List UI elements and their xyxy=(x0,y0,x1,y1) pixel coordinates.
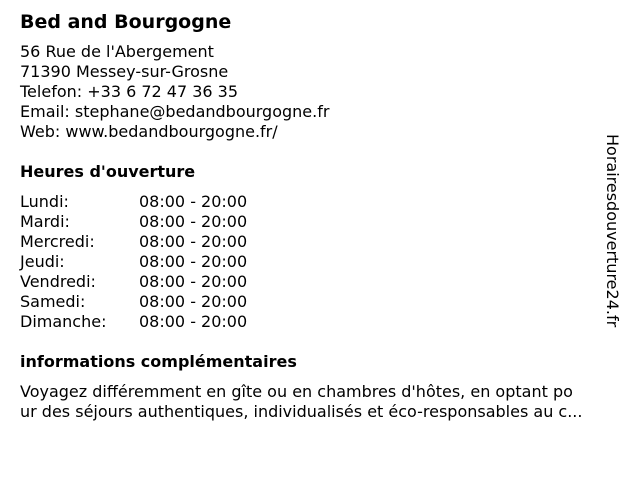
hours-row xyxy=(20,192,620,212)
day-label: Samedi: xyxy=(20,292,86,311)
hours-row xyxy=(20,312,620,332)
day-label: Vendredi: xyxy=(20,272,96,291)
description-text xyxy=(20,382,632,422)
site-watermark: Horairesdouverture24.fr xyxy=(603,134,622,328)
hours-row xyxy=(20,212,620,232)
address-line-2: 71390 Messey-sur-Grosne xyxy=(20,62,229,81)
phone-number[interactable]: Telefon: +33 6 72 47 36 35 xyxy=(20,82,239,101)
hours-row xyxy=(20,292,620,312)
description-line-1: Voyagez différemment en gîte ou en chambres d'hôtes, en optant po xyxy=(20,382,573,401)
email-address[interactable]: Email: stephane@bedandbourgogne.fr xyxy=(20,102,330,121)
time-range: 08:00 - 20:00 xyxy=(139,212,248,231)
hours-row xyxy=(20,252,620,272)
time-range: 08:00 - 20:00 xyxy=(139,192,248,211)
additional-info-heading: informations complémentaires xyxy=(20,352,297,371)
day-label: Jeudi: xyxy=(20,252,65,271)
website-link[interactable]: Web: www.bedandbourgogne.fr/ xyxy=(20,122,278,141)
time-range: 08:00 - 20:00 xyxy=(139,232,248,251)
hours-row xyxy=(20,232,620,252)
time-range: 08:00 - 20:00 xyxy=(139,312,248,331)
business-name: Bed and Bourgogne xyxy=(20,11,232,33)
day-label: Lundi: xyxy=(20,192,69,211)
day-label: Dimanche: xyxy=(20,312,107,331)
time-range: 08:00 - 20:00 xyxy=(139,292,248,311)
day-label: Mercredi: xyxy=(20,232,95,251)
address-line-1: 56 Rue de l'Abergement xyxy=(20,42,214,61)
opening-hours-heading: Heures d'ouverture xyxy=(20,162,196,181)
hours-row xyxy=(20,272,620,292)
opening-hours-table xyxy=(20,192,620,332)
time-range: 08:00 - 20:00 xyxy=(139,252,248,271)
day-label: Mardi: xyxy=(20,212,70,231)
time-range: 08:00 - 20:00 xyxy=(139,272,248,291)
business-card xyxy=(20,10,620,422)
description-line-2: ur des séjours authentiques, individualisés et éco-responsables au c... xyxy=(20,402,583,421)
